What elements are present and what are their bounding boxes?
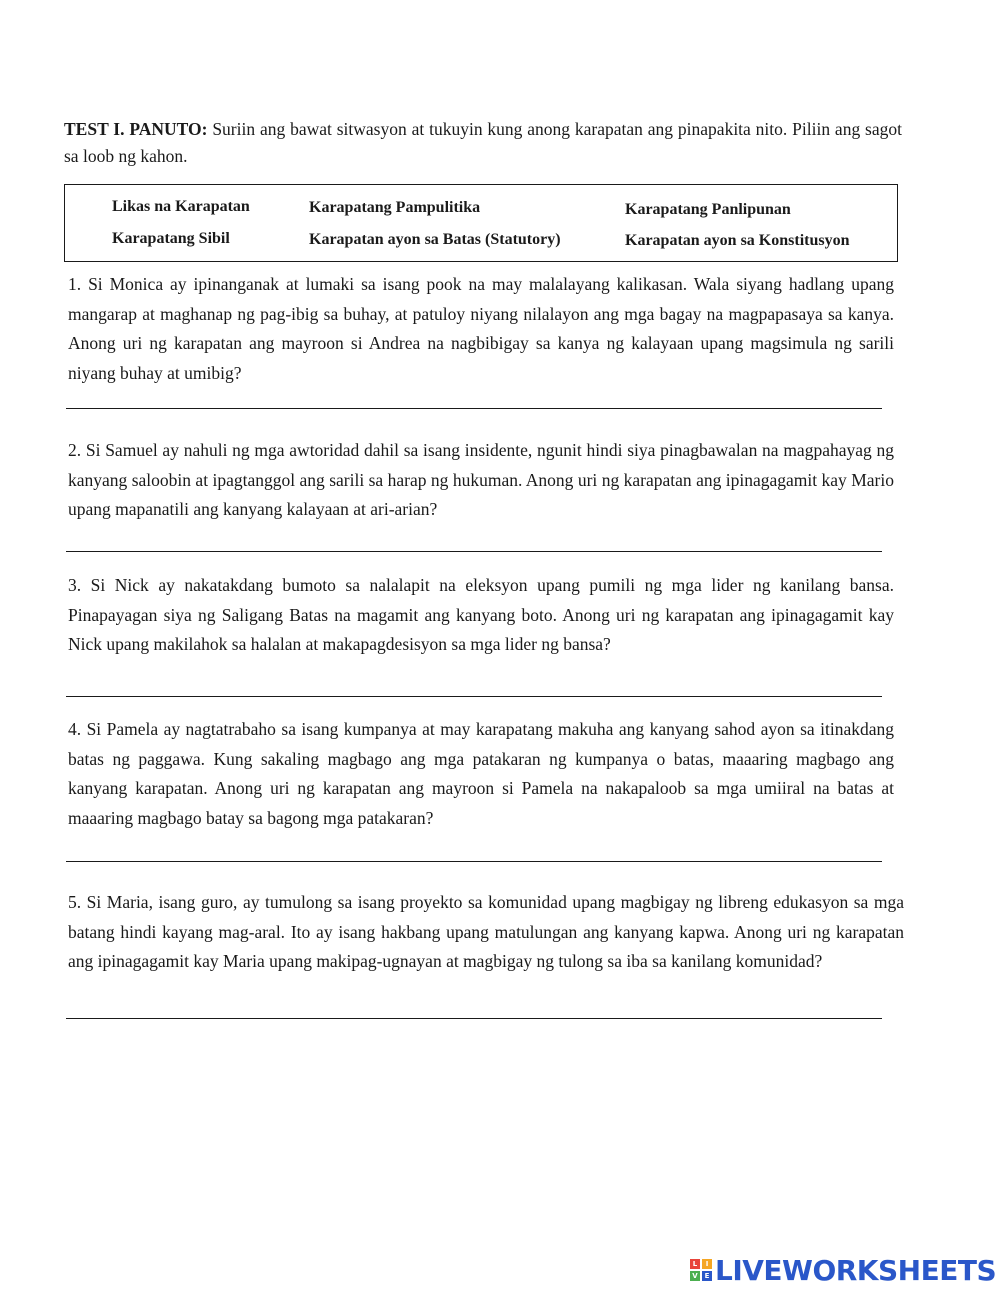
answer-line-2[interactable] bbox=[66, 551, 882, 552]
logo-mark-e: E bbox=[702, 1271, 712, 1281]
choice-statutory: Karapatan ayon sa Batas (Statutory) bbox=[309, 231, 561, 248]
answer-line-3[interactable] bbox=[66, 696, 882, 697]
choice-konstitusyon: Karapatan ayon sa Konstitusyon bbox=[625, 232, 850, 249]
choice-panlipunan: Karapatang Panlipunan bbox=[625, 201, 791, 218]
logo-mark-v: V bbox=[690, 1271, 700, 1281]
instructions-label: TEST I. PANUTO: bbox=[64, 119, 208, 139]
question-1: 1. Si Monica ay ipinanganak at lumaki sa isang pook na may malalayang kalikasan. Wala siyang hadlang upang mangarap at maghanap ng pag-ibig sa buhay, at patuloy niyang nilalayon ang mga bagay na magpapasaya sa kanya. Anong uri ng karapatan ang mayroon si Andrea na nagbibigay sa kanya ng kalayaan upang magsimula ng sarili niyang buhay at umibig? bbox=[68, 274, 894, 383]
liveworksheets-logo bbox=[690, 1252, 996, 1288]
answer-line-4[interactable] bbox=[66, 861, 882, 862]
choice-sibil: Karapatang Sibil bbox=[112, 230, 230, 247]
question-5: 5. Si Maria, isang guro, ay tumulong sa isang proyekto sa komunidad upang magbigay ng libreng edukasyon sa mga batang hindi kayang mag-aral. Ito ay isang hakbang upang matulungan ang kanyang kapwa. Anong uri ng karapatan ang ipinagagamit kay Maria upang makipag-ugnayan at magbigay ng tulong sa iba sa kanilang komunidad? bbox=[68, 892, 904, 971]
question-4: 4. Si Pamela ay nagtatrabaho sa isang kumpanya at may karapatang makuha ang kanyang sahod ayon sa itinakdang batas ng paggawa. Kung sakaling magbago ang mga patakaran ng kumpanya o batas, maaaring magbago ang kanyang karapatan. Anong uri ng karapatan ang mayroon si Pamela na nakapaloob sa mga umiiral na batas at maaaring magbago batay sa bagong mga patakaran? bbox=[68, 719, 894, 828]
answer-line-1[interactable] bbox=[66, 408, 882, 409]
logo-mark-l: L bbox=[690, 1259, 700, 1269]
instructions-text: Suriin ang bawat sitwasyon at tukuyin kung anong karapatan ang pinapakita nito. Piliin ang sagot sa loob ng kahon. bbox=[64, 119, 902, 166]
logo-mark-i: I bbox=[702, 1259, 712, 1269]
question-2: 2. Si Samuel ay nahuli ng mga awtoridad dahil sa isang insidente, ngunit hindi siya pinagbawalan na magpahayag ng kanyang saloobin at ipagtanggol ang sarili sa harap ng hukuman. Anong uri ng karapatan ang ipinagagamit kay Mario upang mapanatili ang kanyang kalayaan at ari-arian? bbox=[68, 440, 894, 519]
choice-pampulitika: Karapatang Pampulitika bbox=[309, 199, 481, 216]
choice-likas: Likas na Karapatan bbox=[112, 198, 250, 215]
choices-box bbox=[64, 184, 898, 262]
answer-line-5[interactable] bbox=[66, 1018, 882, 1019]
logo-mark-icon bbox=[690, 1259, 712, 1281]
question-3: 3. Si Nick ay nakatakdang bumoto sa nalalapit na eleksyon upang pumili ng mga lider ng kanilang bansa. Pinapayagan siya ng Saligang Batas na magamit ang kanyang boto. Anong uri ng karapatan ang ipinagagamit kay Nick upang makilahok sa halalan at makapagdesisyon sa mga lider ng bansa? bbox=[68, 575, 894, 654]
instructions bbox=[64, 116, 902, 170]
logo-text: LIVEWORKSHEETS bbox=[715, 1253, 997, 1287]
